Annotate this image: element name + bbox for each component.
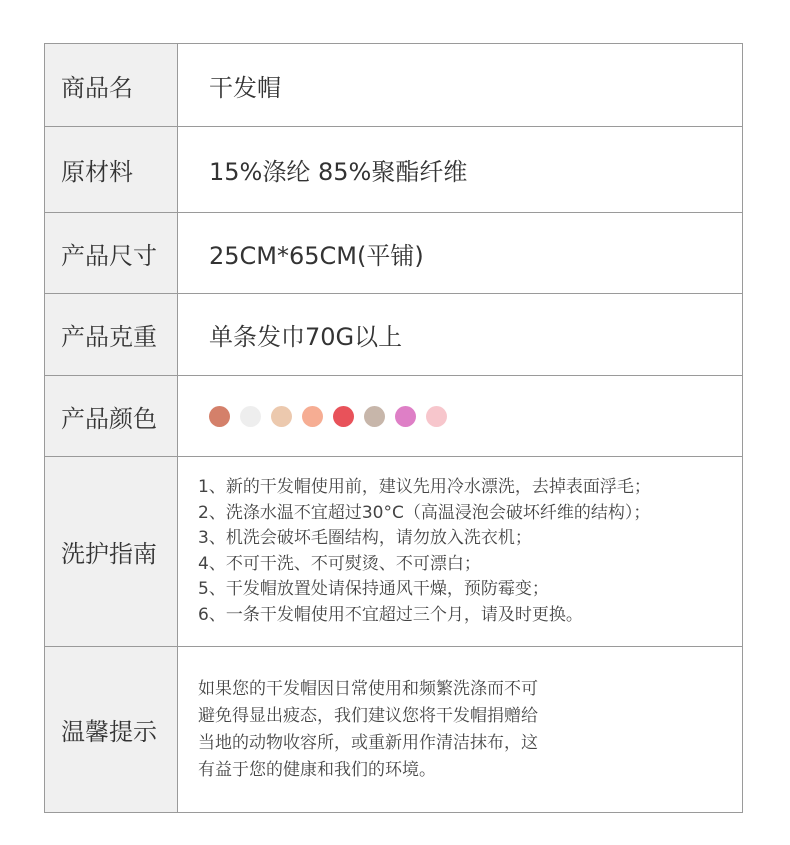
size-value: 25CM*65CM(平铺) — [178, 213, 742, 294]
warm-tips-text — [178, 647, 742, 812]
color-swatch — [302, 406, 323, 427]
tips-line: 当地的动物收容所，或重新用作清洁抹布，这 — [198, 732, 538, 753]
row-label-care: 洗护指南 — [45, 457, 178, 647]
care-guide-list — [178, 457, 742, 647]
product-spec-table — [44, 43, 743, 813]
row-label-material: 原材料 — [45, 127, 178, 213]
color-swatch-list — [209, 406, 447, 427]
color-swatch — [240, 406, 261, 427]
care-guide-item: 3、机洗会破坏毛圈结构，请勿放入洗衣机； — [198, 528, 532, 548]
tips-line: 避免得显出疲态，我们建议您将干发帽捐赠给 — [198, 705, 538, 726]
color-swatch — [333, 406, 354, 427]
row-label-weight: 产品克重 — [45, 294, 178, 376]
product-name-value: 干发帽 — [178, 44, 742, 127]
care-guide-item: 6、一条干发帽使用不宜超过三个月，请及时更换。 — [198, 604, 583, 625]
care-guide-item: 1、新的干发帽使用前，建议先用冷水漂洗，去掉表面浮毛； — [198, 477, 651, 497]
color-swatch — [395, 406, 416, 427]
care-guide-item: 2、洗涤水温不宜超过30°C（高温浸泡会破坏纤维的结构）； — [198, 502, 651, 523]
care-guide-item: 5、干发帽放置处请保持通风干燥，预防霉变； — [198, 579, 549, 599]
row-label-color: 产品颜色 — [45, 376, 178, 457]
color-swatch — [209, 406, 230, 427]
tips-line: 如果您的干发帽因日常使用和频繁洗涤而不可 — [198, 678, 538, 699]
color-swatch — [271, 406, 292, 427]
row-label-name: 商品名 — [45, 44, 178, 127]
color-swatch — [364, 406, 385, 427]
material-value: 15%涤纶 85%聚酯纤维 — [178, 127, 742, 213]
tips-line: 有益于您的健康和我们的环境。 — [198, 759, 436, 780]
color-swatch — [426, 406, 447, 427]
care-guide-item: 4、不可干洗、不可熨烫、不可漂白； — [198, 553, 481, 574]
color-swatches-cell — [178, 376, 742, 457]
row-label-tips: 温馨提示 — [45, 647, 178, 812]
weight-value: 单条发巾70G以上 — [178, 294, 742, 376]
row-label-size: 产品尺寸 — [45, 213, 178, 294]
